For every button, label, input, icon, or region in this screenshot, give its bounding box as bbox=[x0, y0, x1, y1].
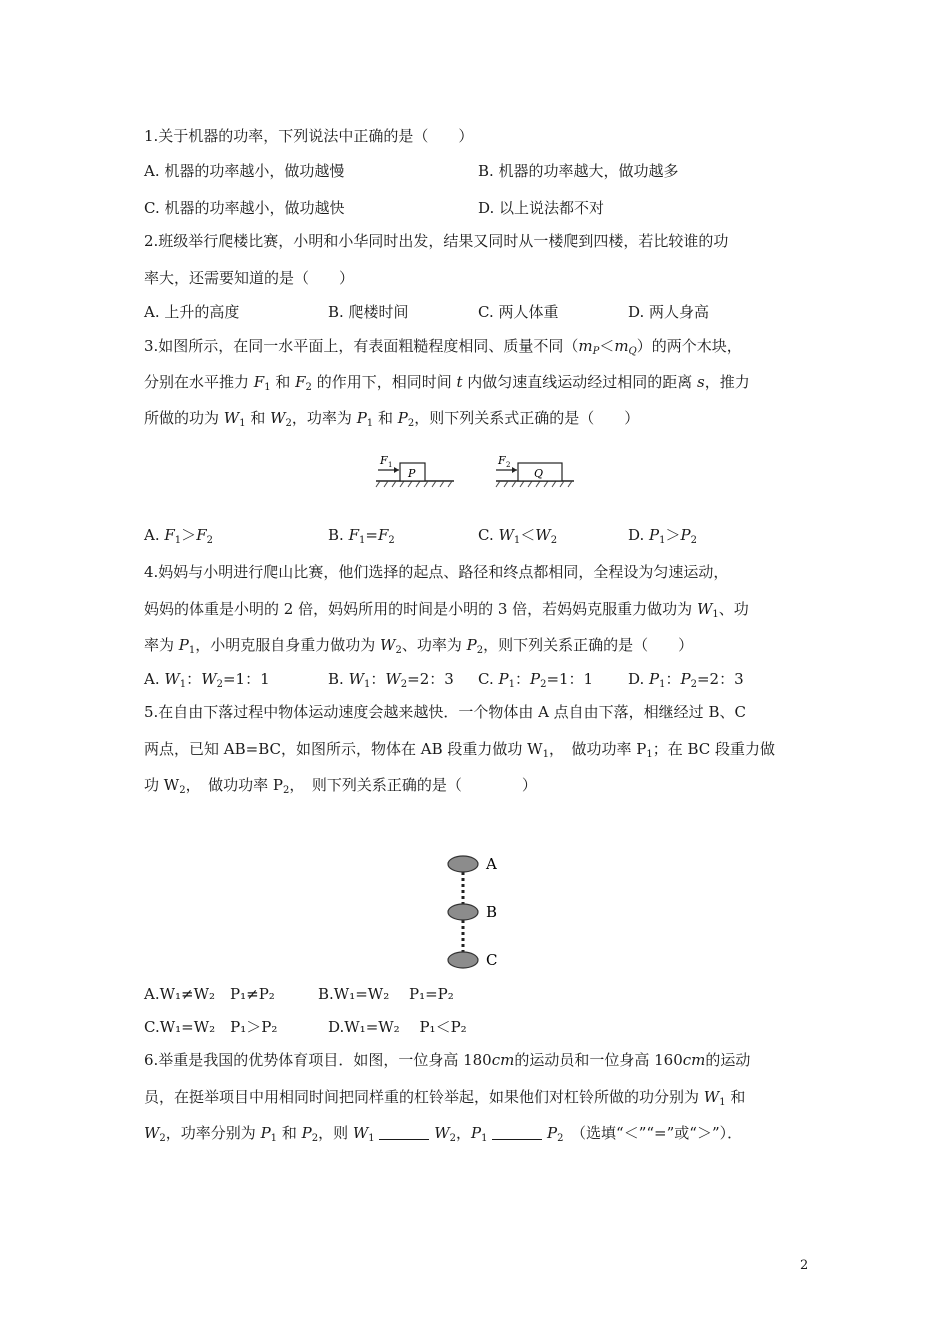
q3-stem-line1: 3.如图所示，在同一水平面上，有表面粗糙程度相同、质量不同$(m_P<m_Q)$的两个木块， bbox=[144, 337, 742, 357]
q4-stem-line3: 率为 $P_1$，小明克服自身重力做功为 $W_2$、功率为 $P_2$，则下列关系正确的是（ ） bbox=[144, 636, 694, 656]
q3-blocks-figure bbox=[370, 446, 580, 496]
q1-option-d: D. 以上说法都不对 bbox=[478, 199, 605, 217]
q1-option-a: A. 机器的功率越小，做功越慢 bbox=[144, 162, 345, 180]
q5-option-a: A.W₁≠W₂ P₁≠P₂ bbox=[144, 985, 275, 1003]
q4-stem-line1: 4.妈妈与小明进行爬山比赛，他们选择的起点、路径和终点都相同，全程设为匀速运动， bbox=[144, 563, 729, 581]
block-q-diagram bbox=[496, 454, 574, 487]
q3-option-b: B. $F_1=F_2$ bbox=[328, 526, 395, 546]
q5-falling-figure bbox=[436, 850, 526, 970]
q1-option-b: B. 机器的功率越大，做功越多 bbox=[478, 162, 679, 180]
q4-stem-line2: 妈妈的体重是小明的 2 倍，妈妈所用的时间是小明的 3 倍，若妈妈克服重力做功为 $W_1$、功 bbox=[144, 600, 749, 620]
answer-blank-1[interactable] bbox=[379, 1125, 429, 1140]
q2-stem-line1: 2.班级举行爬楼比赛，小明和小华同时出发，结果又同时从一楼爬到四楼，若比较谁的功 bbox=[144, 232, 729, 250]
point-a-label: A bbox=[486, 855, 497, 873]
q5-stem-line3: 功 $W_2$， 做功功率 $P_2$， 则下列关系正确的是（ ） bbox=[144, 776, 537, 796]
q1-option-c: C. 机器的功率越小，做功越快 bbox=[144, 199, 345, 217]
q4-option-b: B. $W_1$：$W_2=2$：3 bbox=[328, 670, 454, 690]
answer-blank-2[interactable] bbox=[492, 1125, 542, 1140]
fig-f1-sub: 1 bbox=[388, 461, 393, 469]
point-b-label: B bbox=[486, 903, 498, 921]
q5-option-c: C.W₁=W₂ P₁＞P₂ bbox=[144, 1018, 278, 1036]
page-number: 2 bbox=[800, 1258, 809, 1273]
q4-option-d: D. $P_1$：$P_2=2$：3 bbox=[628, 670, 744, 690]
q3-stem-line2: 分别在水平推力 $F_1$ 和 $F_2$ 的作用下，相同时间 t 内做匀速直线运动经过相同的距离 s，推力 bbox=[144, 373, 750, 393]
block-p-diagram bbox=[376, 454, 454, 487]
ball-a bbox=[448, 856, 478, 872]
fig-f1-label: F bbox=[380, 454, 388, 467]
q2-option-c: C. 两人体重 bbox=[478, 303, 559, 321]
q5-option-d: D.W₁=W₂ P₁＜P₂ bbox=[328, 1018, 467, 1036]
q6-stem-line3: $W_2$，功率分别为 $P_1$ 和 $P_2$，则 $W_1$ $W_2$，$P_1$ $P_2$ （选填“＜”“=”或“＞”）． bbox=[144, 1124, 743, 1144]
q6-stem-line2: 员，在挺举项目中用相同时间把同样重的杠铃举起，如果他们对杠铃所做的功分别为 $W_1$ 和 bbox=[144, 1088, 746, 1108]
q5-stem-line1: 5.在自由下落过程中物体运动速度会越来越快．一个物体由 A 点自由下落，相继经过 B、C bbox=[144, 703, 746, 721]
fig-f2-label: F bbox=[498, 454, 506, 467]
ball-b bbox=[448, 904, 478, 920]
q4-option-a: A. $W_1$：$W_2=1$：1 bbox=[144, 670, 270, 690]
q3-stem-line3: 所做的功为 $W_1$ 和 $W_2$，功率为 $P_1$ 和 $P_2$，则下列关系式正确的是（ ） bbox=[144, 409, 640, 429]
q5-option-b: B.W₁=W₂ P₁=P₂ bbox=[318, 985, 454, 1003]
q5-stem-line2: 两点，已知 AB=BC，如图所示，物体在 AB 段重力做功 $W_1$， 做功功率 $P_1$；在 BC 段重力做 bbox=[144, 740, 776, 760]
q2-stem-line2: 率大，还需要知道的是（ ） bbox=[144, 269, 355, 287]
q4-option-c: C. $P_1$：$P_2=1$：1 bbox=[478, 670, 594, 690]
fig-block-p-label: P bbox=[408, 467, 416, 480]
q2-option-a: A. 上升的高度 bbox=[144, 303, 240, 321]
q2-option-b: B. 爬楼时间 bbox=[328, 303, 409, 321]
q2-option-d: D. 两人身高 bbox=[628, 303, 710, 321]
q3-option-d: D. $P_1>P_2$ bbox=[628, 526, 697, 546]
q3-option-a: A. $F_1>F_2$ bbox=[144, 526, 213, 546]
ball-c bbox=[448, 952, 478, 968]
q1-stem: 1.关于机器的功率，下列说法中正确的是（ ） bbox=[144, 127, 474, 145]
point-c-label: C bbox=[486, 951, 498, 969]
q6-stem-line1: 6.举重是我国的优势体育项目．如图，一位身高 180cm的运动员和一位身高 160cm的运动 bbox=[144, 1051, 751, 1069]
fig-block-q-label: Q bbox=[534, 467, 544, 480]
q3-option-c: C. $W_1<W_2$ bbox=[478, 526, 558, 546]
fig-f2-sub: 2 bbox=[506, 461, 511, 469]
